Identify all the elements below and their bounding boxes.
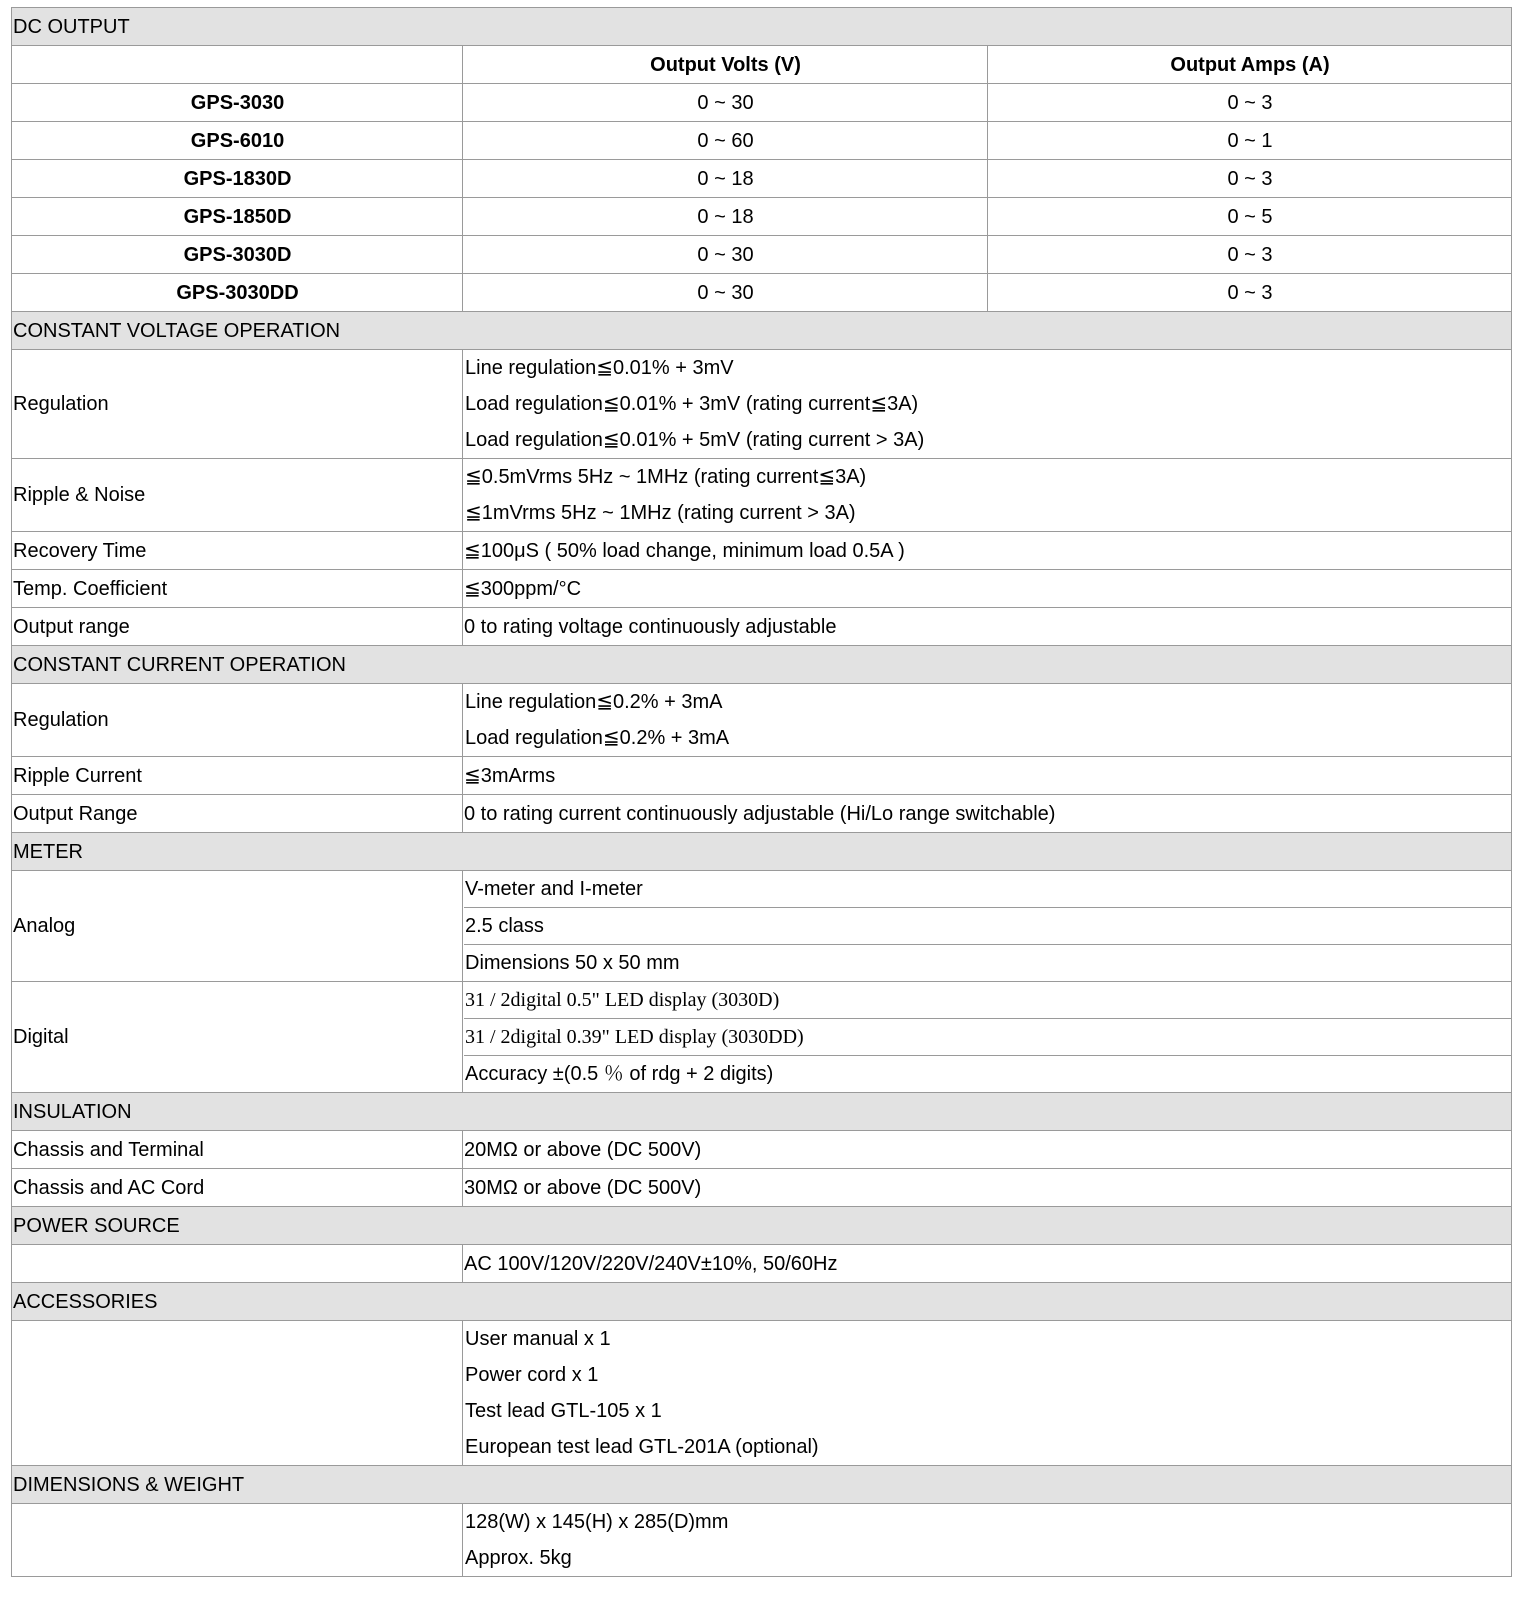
spec-label: Ripple & Noise: [12, 459, 463, 532]
model-amps: 0 ~ 3: [988, 236, 1512, 274]
section-title: POWER SOURCE: [12, 1207, 1512, 1245]
section-header-power-source: [12, 1207, 1512, 1245]
spec-row-cc-range: [12, 795, 1512, 833]
model-name: GPS-1850D: [12, 198, 463, 236]
model-name: GPS-1830D: [12, 160, 463, 198]
spec-line: Power cord x 1: [465, 1364, 599, 1386]
model-volts: 0 ~ 18: [463, 198, 988, 236]
model-name: GPS-3030DD: [12, 274, 463, 312]
spec-row-meter-analog: [12, 871, 1512, 982]
table-row: [12, 160, 1512, 198]
section-title: DIMENSIONS & WEIGHT: [12, 1466, 1512, 1504]
spec-value: ≦3mArms: [463, 757, 1512, 795]
spec-label-blank: [12, 1321, 463, 1466]
spec-value: ≦300ppm/°C: [463, 570, 1512, 608]
spec-label: Ripple Current: [12, 757, 463, 795]
model-volts: 0 ~ 60: [463, 122, 988, 160]
spec-label: Digital: [12, 982, 463, 1093]
spec-line: Load regulation≦0.01% + 5mV (rating current > 3A): [465, 429, 925, 451]
spec-line: 2.5 class: [464, 907, 1511, 944]
table-row: [12, 198, 1512, 236]
model-amps: 0 ~ 3: [988, 84, 1512, 122]
section-header-constant-current: [12, 646, 1512, 684]
spec-line: 31 / 2digital 0.5" LED display (3030D): [465, 989, 780, 1011]
model-name: GPS-6010: [12, 122, 463, 160]
table-header-row: [12, 46, 1512, 84]
model-volts: 0 ~ 30: [463, 236, 988, 274]
section-title: CONSTANT VOLTAGE OPERATION: [12, 312, 1512, 350]
section-title: METER: [12, 833, 1512, 871]
spec-line: ≦0.5mVrms 5Hz ~ 1MHz (rating current≦3A): [465, 466, 867, 488]
spec-value: 30MΩ or above (DC 500V): [463, 1169, 1512, 1207]
spec-line: V-meter and I-meter: [465, 878, 643, 900]
spec-label: Output range: [12, 608, 463, 646]
model-name: GPS-3030D: [12, 236, 463, 274]
spec-row-cv-range: [12, 608, 1512, 646]
spec-row-cc-ripple: [12, 757, 1512, 795]
spec-line: Test lead GTL-105 x 1: [465, 1400, 662, 1422]
spec-line: Line regulation≦0.01% + 3mV: [465, 357, 734, 379]
spec-value: ≦100μS ( 50% load change, minimum load 0.5A ): [463, 532, 1512, 570]
table-row: [12, 84, 1512, 122]
spec-label: Temp. Coefficient: [12, 570, 463, 608]
spec-line: European test lead GTL-201A (optional): [465, 1436, 819, 1458]
spec-row-cv-ripple: [12, 459, 1512, 532]
spec-value: AC 100V/120V/220V/240V±10%, 50/60Hz: [463, 1245, 1512, 1283]
model-volts: 0 ~ 18: [463, 160, 988, 198]
spec-line: Load regulation≦0.01% + 3mV (rating current≦3A): [465, 393, 919, 415]
spec-line: Line regulation≦0.2% + 3mA: [465, 691, 723, 713]
header-output-volts: Output Volts (V): [463, 46, 988, 84]
spec-row-power: [12, 1245, 1512, 1283]
table-row: [12, 122, 1512, 160]
spec-row-cv-regulation: [12, 350, 1512, 459]
spec-line: Load regulation≦0.2% + 3mA: [465, 727, 730, 749]
header-output-amps: Output Amps (A): [988, 46, 1512, 84]
spec-line: 128(W) x 145(H) x 285(D)mm: [465, 1511, 729, 1533]
section-title: INSULATION: [12, 1093, 1512, 1131]
section-header-dc-output: [12, 8, 1512, 46]
section-header-insulation: [12, 1093, 1512, 1131]
spec-value: [463, 684, 1512, 757]
spec-value: 20MΩ or above (DC 500V): [463, 1131, 1512, 1169]
model-volts: 0 ~ 30: [463, 274, 988, 312]
section-header-constant-voltage: [12, 312, 1512, 350]
model-amps: 0 ~ 3: [988, 160, 1512, 198]
spec-row-cv-recovery: [12, 532, 1512, 570]
spec-row-insulation-ac-cord: [12, 1169, 1512, 1207]
table-row: [12, 274, 1512, 312]
header-blank: [12, 46, 463, 84]
spec-value: 0 to rating voltage continuously adjustable: [463, 608, 1512, 646]
spec-line: Dimensions 50 x 50 mm: [464, 944, 1511, 981]
spec-line: 31 / 2digital 0.39" LED display (3030DD): [464, 1018, 1511, 1055]
model-volts: 0 ~ 30: [463, 84, 988, 122]
model-amps: 0 ~ 3: [988, 274, 1512, 312]
table-row: [12, 236, 1512, 274]
spec-row-cv-temp: [12, 570, 1512, 608]
spec-label-blank: [12, 1245, 463, 1283]
model-amps: 0 ~ 5: [988, 198, 1512, 236]
section-title: ACCESSORIES: [12, 1283, 1512, 1321]
spec-value: [463, 871, 1512, 982]
section-title: CONSTANT CURRENT OPERATION: [12, 646, 1512, 684]
spec-label: Recovery Time: [12, 532, 463, 570]
spec-label: Regulation: [12, 684, 463, 757]
model-name: GPS-3030: [12, 84, 463, 122]
spec-line: Approx. 5kg: [465, 1547, 572, 1569]
model-amps: 0 ~ 1: [988, 122, 1512, 160]
section-title: DC OUTPUT: [12, 8, 1512, 46]
section-header-dimensions-weight: [12, 1466, 1512, 1504]
spec-label: Analog: [12, 871, 463, 982]
spec-line: Accuracy ±(0.5 ％ of rdg + 2 digits): [464, 1055, 1511, 1092]
spec-table: [11, 7, 1512, 1577]
section-header-accessories: [12, 1283, 1512, 1321]
spec-value: [463, 982, 1512, 1093]
spec-row-cc-regulation: [12, 684, 1512, 757]
spec-row-accessories: [12, 1321, 1512, 1466]
spec-label: Chassis and Terminal: [12, 1131, 463, 1169]
spec-label: Output Range: [12, 795, 463, 833]
spec-value: [463, 459, 1512, 532]
section-header-meter: [12, 833, 1512, 871]
spec-row-dimensions: [12, 1504, 1512, 1577]
spec-row-insulation-terminal: [12, 1131, 1512, 1169]
spec-line: ≦1mVrms 5Hz ~ 1MHz (rating current > 3A): [465, 502, 856, 524]
spec-label: Chassis and AC Cord: [12, 1169, 463, 1207]
spec-value: [463, 350, 1512, 459]
spec-value: [463, 1321, 1512, 1466]
spec-label-blank: [12, 1504, 463, 1577]
spec-value: [463, 1504, 1512, 1577]
spec-line: User manual x 1: [465, 1328, 611, 1350]
spec-row-meter-digital: [12, 982, 1512, 1093]
spec-value: 0 to rating current continuously adjustable (Hi/Lo range switchable): [463, 795, 1512, 833]
spec-label: Regulation: [12, 350, 463, 459]
